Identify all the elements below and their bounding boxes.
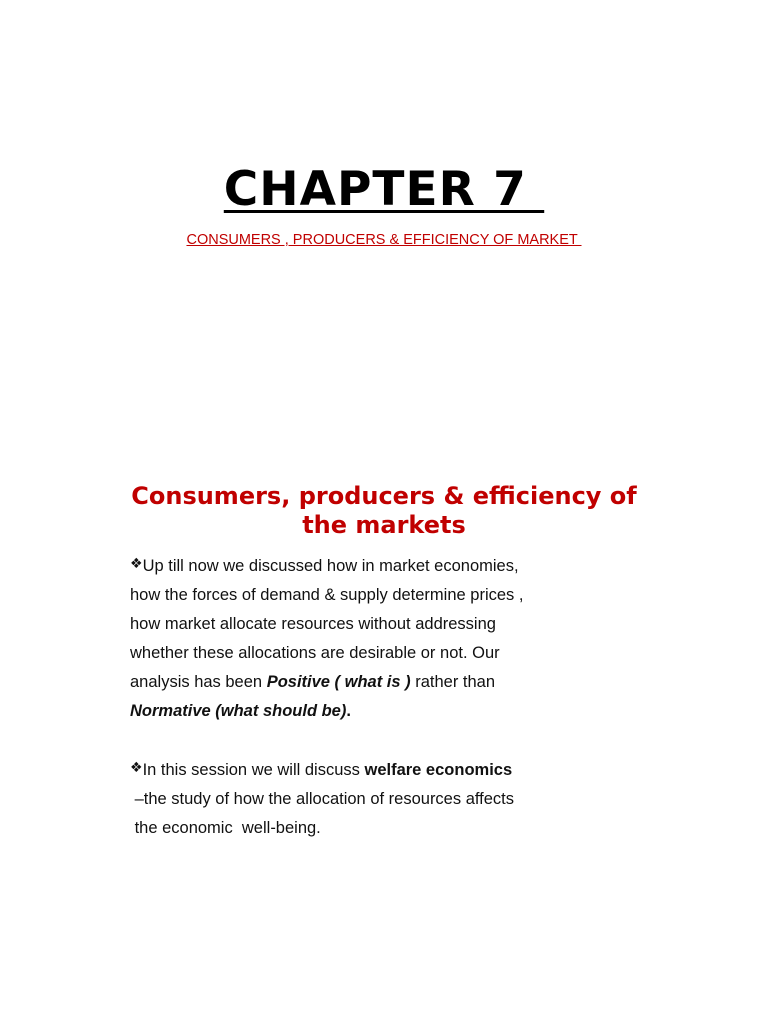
paragraph-line	[130, 756, 580, 785]
normative-emphasis: Normative (what should be)	[130, 702, 347, 720]
diamond-bullet-icon: ❖	[130, 556, 143, 572]
paragraph-line	[130, 668, 580, 697]
section-heading: Consumers, producers & efficiency of the markets	[131, 482, 637, 539]
paragraph-text: rather than	[410, 673, 496, 691]
paragraph-line	[130, 552, 580, 581]
paragraph-line: how the forces of demand & supply determine prices ,	[130, 586, 524, 604]
paragraph-line	[130, 697, 580, 726]
paragraph-line: how market allocate resources without addressing	[130, 615, 496, 633]
paragraph-positive-vs-normative	[130, 552, 580, 726]
paragraph-text: analysis has been	[130, 673, 267, 691]
paragraph-line: the economic well-being.	[130, 819, 321, 837]
welfare-economics-term: welfare economics	[364, 761, 513, 779]
chapter-subtitle: CONSUMERS , PRODUCERS & EFFICIENCY OF MARKET	[186, 232, 582, 248]
positive-emphasis: Positive ( what is )	[266, 673, 411, 691]
paragraph-welfare-economics	[130, 756, 580, 843]
chapter-title: CHAPTER 7	[223, 162, 545, 217]
diamond-bullet-icon: ❖	[130, 760, 143, 776]
paragraph-line: –the study of how the allocation of resources affects	[130, 790, 515, 808]
paragraph-text: .	[346, 702, 351, 720]
paragraph-text: Up till now we discussed how in market economies,	[142, 557, 519, 575]
paragraph-text: In this session we will discuss	[142, 761, 365, 779]
paragraph-line: whether these allocations are desirable or not. Our	[130, 644, 500, 662]
